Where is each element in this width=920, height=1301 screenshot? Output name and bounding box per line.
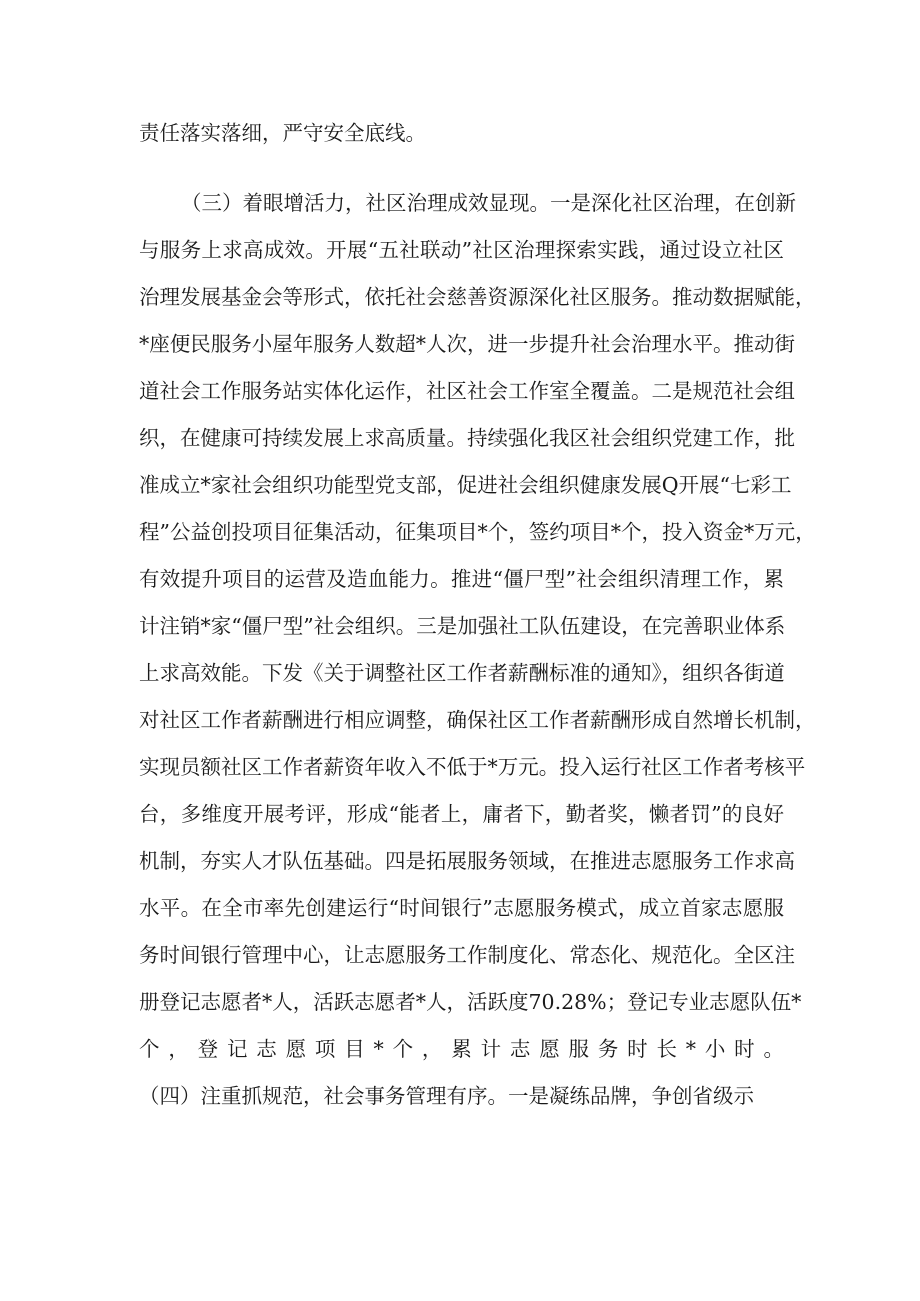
text-line: *座便民服务小屋年服务人数超*人次，进一步提升社会治理水平。推动街: [139, 332, 795, 356]
text-line: 与服务上求高成效。开展“五社联动”社区治理探索实践，通过设立社区: [139, 238, 784, 262]
text-line: 水平。在全市率先创建运行“时间银行”志愿服务模式，成立首家志愿服: [139, 896, 784, 920]
text-line: 准成立*家社会组织功能型党支部，促进社会组织健康发展Q开展“七彩工: [139, 473, 792, 497]
text-line: 计注销*家“僵尸型”社会组织。三是加强社工队伍建设，在完善职业体系: [139, 614, 786, 638]
text-line: 台，多维度开展考评，形成“能者上，庸者下，勤者奖，懒者罚”的良好: [139, 802, 784, 826]
text-line: 实现员额社区工作者薪资年收入不低于*万元。投入运行社区工作者考核平: [139, 755, 806, 779]
text-line: 道社会工作服务站实体化运作，社区社会工作室全覆盖。二是规范社会组: [139, 379, 795, 403]
text-line: 册登记志愿者*人，活跃志愿者*人，活跃度70.28%；登记专业志愿队伍*: [139, 990, 802, 1014]
text-line: 有效提升项目的运营及造血能力。推进“僵尸型”社会组织清理工作，累: [139, 567, 784, 591]
text-line: 机制，夯实人才队伍基础。四是拓展服务领域，在推进志愿服务工作求高: [139, 849, 795, 873]
text-line: 责任落实落细，严守安全底线。: [139, 121, 426, 145]
text-line: 织，在健康可持续发展上求高质量。持续强化我区社会组织党建工作，批: [139, 426, 795, 450]
text-line: 对社区工作者薪酬进行相应调整，确保社区工作者薪酬形成自然增长机制，: [139, 708, 816, 732]
section-heading-line: [181, 1152, 784, 1180]
text-line: （四）注重抓规范，社会事务管理有序。一是凝练品牌，争创省级示: [139, 1084, 754, 1108]
text-line: 治理发展基金会等形式，依托社会慈善资源深化社区服务。推动数据赋能，: [139, 285, 816, 309]
text-line: 程”公益创投项目征集活动，征集项目*个，签约项目*个，投入资金*万元，: [139, 520, 816, 544]
text-line: 上求高效能。下发《关于调整社区工作者薪酬标准的通知》，组织各街道: [139, 661, 785, 685]
text-line: 个，登记志愿项目*个，累计志愿服务时长*小时。: [139, 1037, 784, 1061]
section-heading-line: （三）着眼增活力，社区治理成效显现。一是深化社区治理，在创新: [181, 191, 796, 215]
text-line: 务时间银行管理中心，让志愿服务工作制度化、常态化、规范化。全区注: [139, 943, 795, 967]
